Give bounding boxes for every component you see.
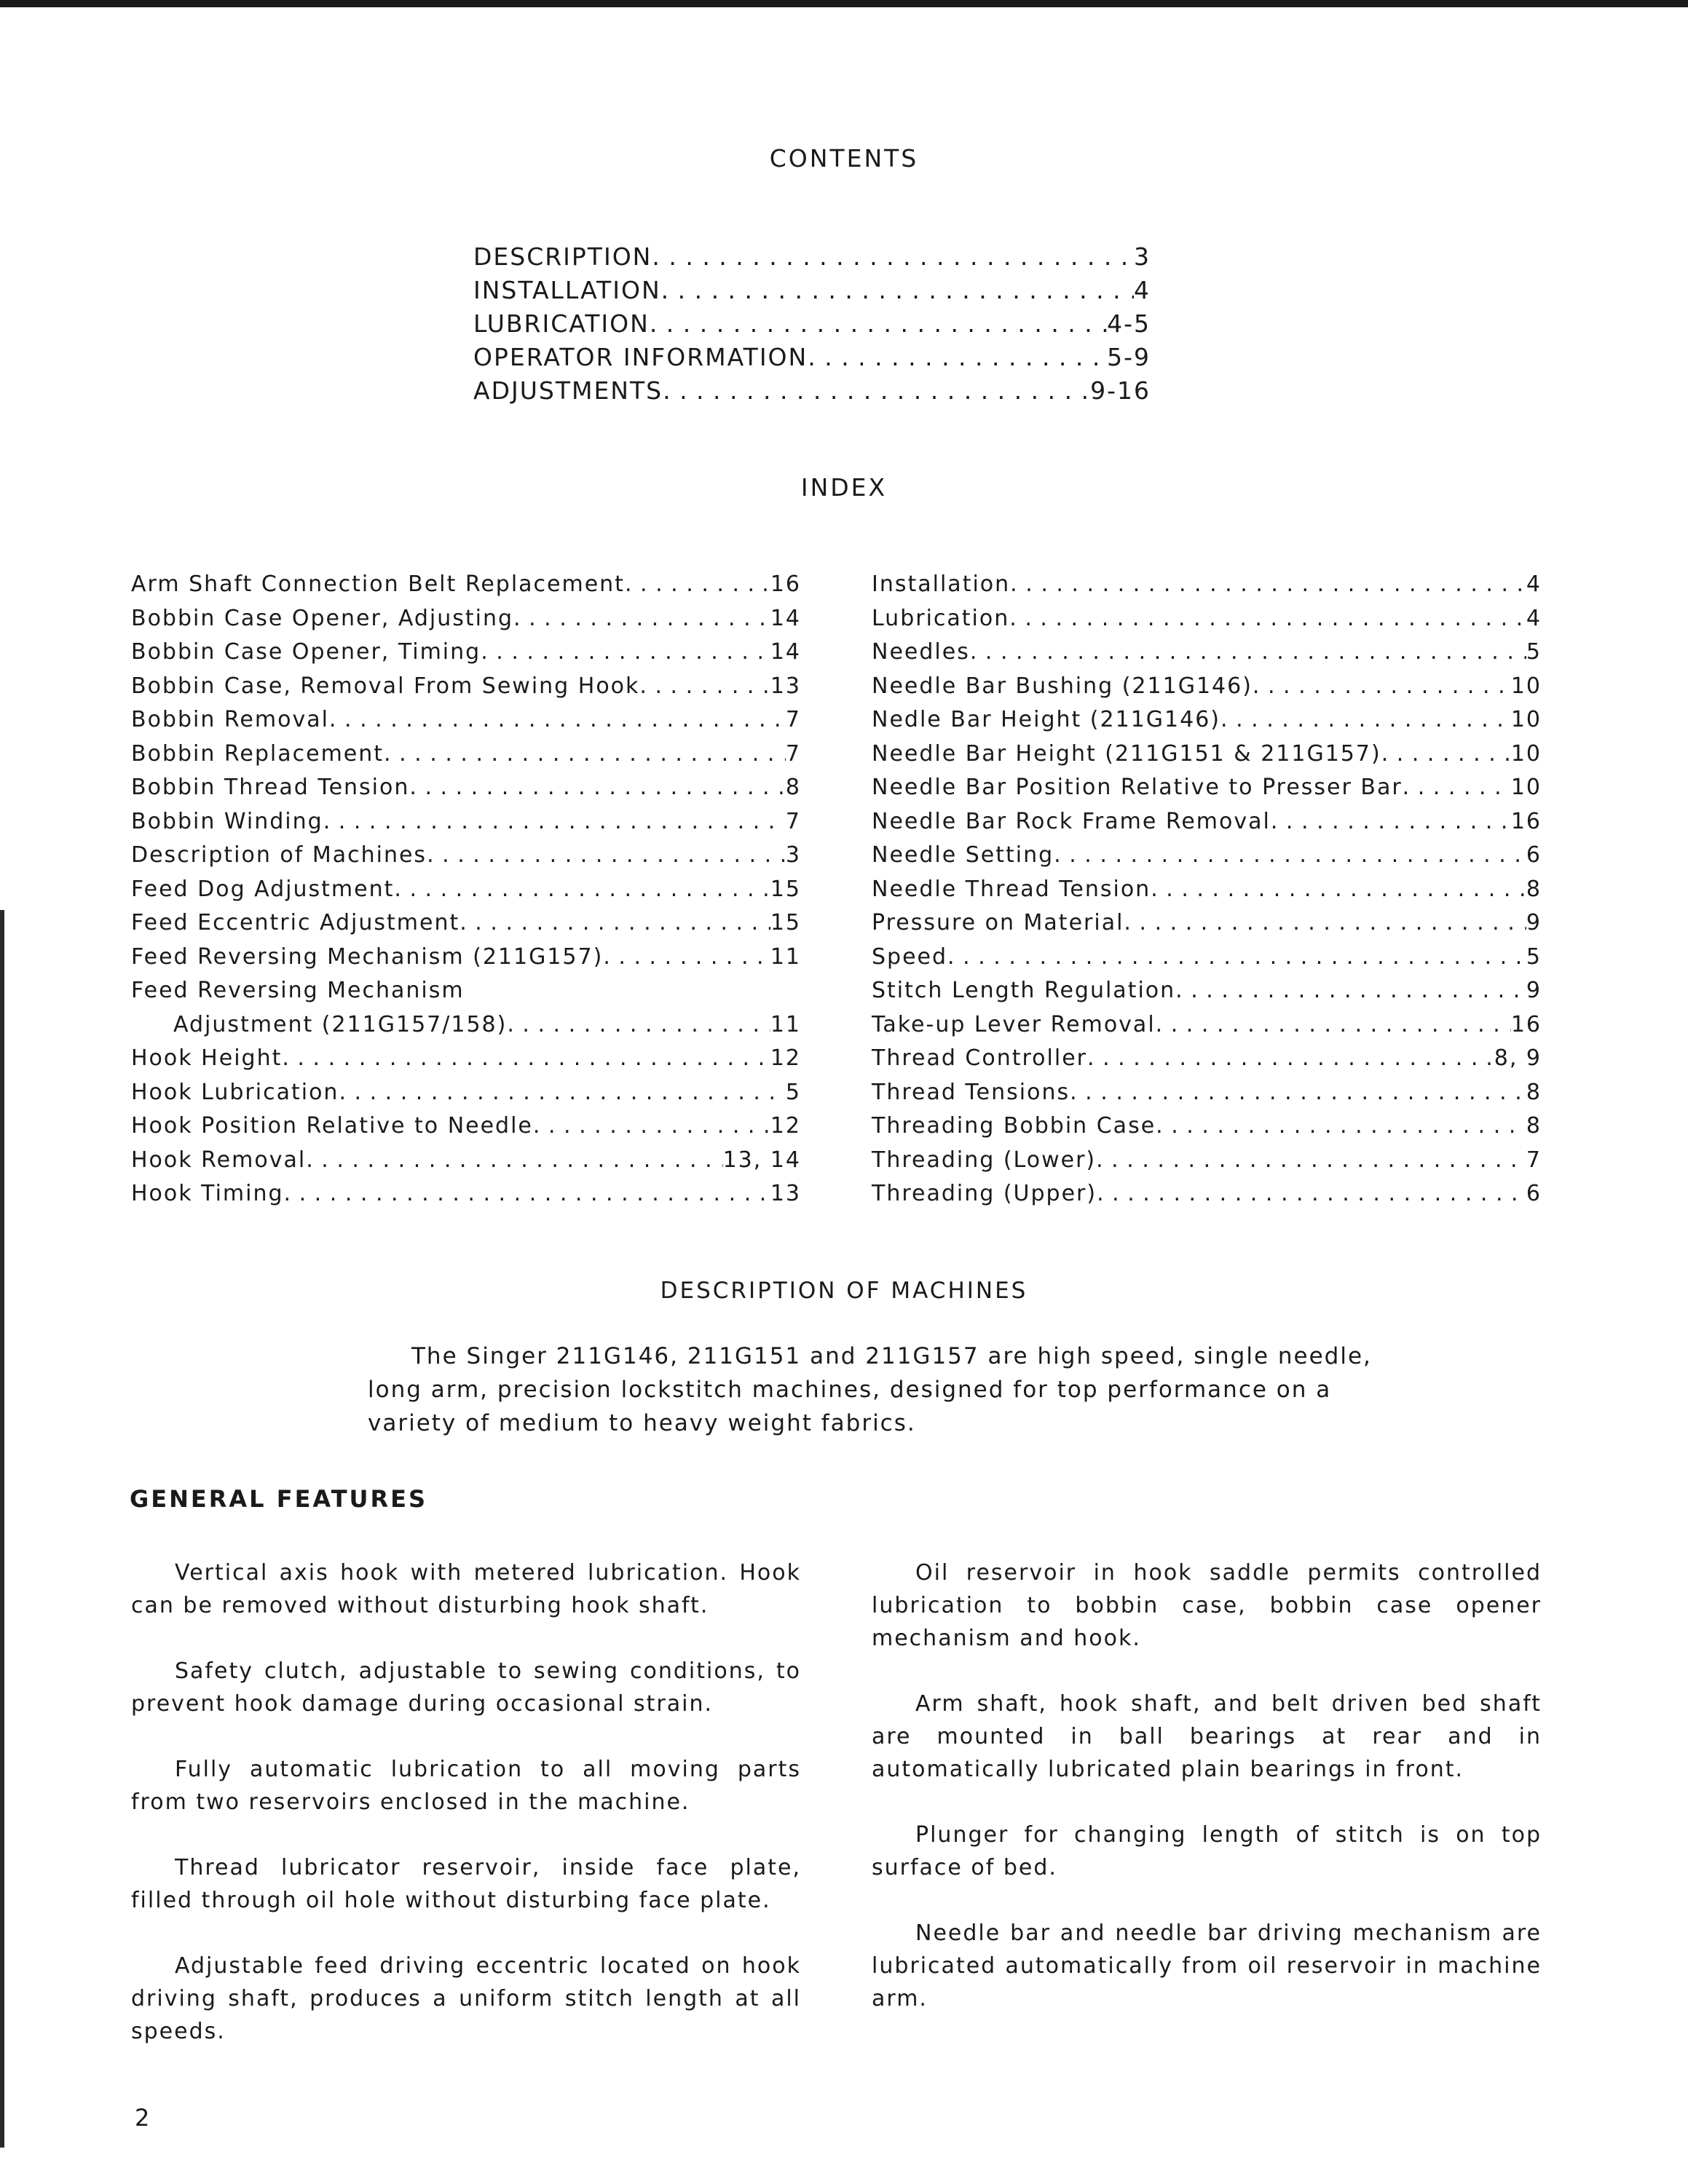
feature-paragraph: Adjustable feed driving eccentric located on hook driving shaft, produces a uniform stitch length at all speeds. — [131, 1953, 801, 2044]
leader-dots — [625, 568, 762, 602]
entry-label: Needle Bar Bushing (211G146) — [872, 673, 1253, 699]
entry-page: 3 — [1134, 242, 1151, 271]
entry-label: INSTALLATION — [473, 276, 661, 304]
leader-dots — [409, 771, 786, 805]
contents-heading: CONTENTS — [769, 144, 919, 173]
entry-page: 11 — [770, 943, 801, 970]
entry-label: Needle Bar Height (211G151 & 211G157) — [872, 740, 1381, 767]
entry-label: Nedle Bar Height (211G146) — [872, 707, 1220, 732]
leader-dots — [808, 341, 1107, 374]
feature-paragraph: Oil reservoir in hook saddle permits controlled lubrication to bobbin case, bobbin case opener mechanism and hook. — [872, 1560, 1542, 1651]
entry-page: 13 — [770, 673, 801, 699]
leader-dots — [323, 805, 786, 839]
entry-label: Hook Height — [131, 1045, 283, 1071]
index-entry — [131, 839, 801, 873]
leader-dots — [947, 941, 1526, 975]
entry-label: Description of Machines — [131, 842, 427, 868]
index-entry — [872, 703, 1542, 737]
leader-dots — [1087, 1042, 1486, 1076]
entry-page: 7 — [1526, 1147, 1542, 1173]
index-entry — [872, 873, 1542, 907]
entry-label: Hook Lubrication — [131, 1079, 339, 1105]
leader-dots — [1253, 670, 1511, 704]
leader-dots — [513, 602, 770, 636]
scan-left-edge — [0, 910, 4, 2148]
leader-dots — [1009, 602, 1526, 636]
entry-page: 10 — [1510, 740, 1542, 767]
entry-page: 9 — [1526, 910, 1542, 935]
leader-dots — [603, 941, 770, 975]
leader-dots — [284, 1177, 770, 1211]
leader-dots — [481, 636, 770, 670]
entry-page: 4 — [1526, 605, 1542, 631]
index-entry — [872, 670, 1542, 704]
entry-label: Feed Eccentric Adjustment — [131, 910, 460, 935]
leader-dots — [652, 240, 1134, 274]
entry-page: .8, 9 — [1486, 1045, 1542, 1071]
leader-dots — [663, 374, 1081, 408]
index-entry — [131, 1144, 801, 1178]
leader-dots — [1220, 703, 1511, 737]
index-entry — [872, 771, 1542, 805]
leader-dots — [1403, 771, 1511, 805]
entry-label: Bobbin Case Opener, Timing — [131, 639, 481, 665]
leader-dots — [970, 636, 1526, 670]
index-entry — [872, 1144, 1542, 1178]
leader-dots — [1381, 737, 1511, 772]
entry-page: 10 — [1510, 707, 1542, 732]
index-entry — [872, 602, 1542, 636]
entry-page: 5-9 — [1107, 343, 1151, 371]
entry-label: DESCRIPTION — [473, 242, 652, 271]
entry-label: Thread Tensions — [872, 1079, 1070, 1105]
leader-dots — [1124, 906, 1526, 941]
index-entry — [872, 839, 1542, 873]
index-entry — [131, 974, 801, 1008]
entry-page: 6 — [1526, 1181, 1542, 1206]
entry-page: 4 — [1134, 276, 1151, 304]
index-entry — [872, 568, 1542, 602]
entry-label: Needle Thread Tension — [872, 876, 1151, 902]
index-entry — [872, 1109, 1542, 1144]
entry-label: Bobbin Case, Removal From Sewing Hook — [131, 673, 640, 699]
index-entry — [131, 941, 801, 975]
entry-label: Thread Controller — [872, 1045, 1088, 1071]
entry-page: 8 — [1526, 1079, 1542, 1105]
entry-page: 15 — [770, 910, 801, 935]
entry-page: 16 — [1510, 808, 1542, 834]
leader-dots — [427, 839, 786, 873]
leader-dots — [282, 1042, 770, 1076]
scan-top-edge — [0, 0, 1688, 7]
entry-page: 5 — [785, 1079, 801, 1105]
entry-label: ADJUSTMENTS — [473, 376, 663, 405]
index-heading: INDEX — [800, 473, 888, 502]
leader-dots — [394, 873, 770, 907]
index-entry — [131, 737, 801, 772]
leader-dots — [1156, 1109, 1526, 1144]
entry-page: 7 — [785, 740, 801, 767]
entry-label: Hook Removal — [131, 1147, 307, 1173]
leader-dots — [1054, 839, 1526, 873]
entry-label: Needle Bar Rock Frame Removal — [872, 808, 1271, 834]
index-entry — [131, 568, 801, 602]
entry-label: Stitch Length Regulation — [872, 978, 1176, 1003]
entry-page: 8 — [1526, 876, 1542, 902]
leader-dots — [306, 1144, 722, 1178]
features-right-column — [872, 1556, 1542, 2048]
leader-dots — [460, 906, 770, 941]
index-entry — [131, 670, 801, 704]
index-entry — [872, 636, 1542, 670]
entry-label: OPERATOR INFORMATION — [473, 343, 808, 371]
index-entry — [131, 1177, 801, 1211]
contents-entry — [473, 274, 1151, 307]
entry-label: Needle Setting — [872, 842, 1054, 868]
leader-dots — [384, 737, 786, 772]
feature-paragraph: Safety clutch, adjustable to sewing conditions, to prevent hook damage during occasional strain. — [131, 1658, 801, 1717]
index-entry — [131, 703, 801, 737]
index-entry — [872, 906, 1542, 941]
index-entry — [872, 974, 1542, 1008]
features-left-column — [131, 1556, 801, 2081]
leader-dots — [329, 703, 786, 737]
leader-dots — [339, 1076, 785, 1110]
entry-page: 12 — [770, 1045, 801, 1071]
entry-page: 10 — [1510, 775, 1542, 800]
entry-page: 15 — [770, 876, 801, 902]
index-entry — [131, 602, 801, 636]
entry-label: Needles — [872, 639, 970, 665]
entry-page: .9-16 — [1081, 376, 1151, 405]
entry-page: 7 — [785, 707, 801, 732]
index-left-column — [131, 568, 801, 1211]
entry-label: Hook Timing — [131, 1181, 284, 1206]
entry-page: 9 — [1526, 978, 1542, 1003]
description-heading: DESCRIPTION OF MACHINES — [660, 1278, 1028, 1304]
entry-page: 11 — [770, 1011, 801, 1037]
entry-label: Needle Bar Position Relative to Presser Bar — [872, 775, 1403, 800]
entry-label: Arm Shaft Connection Belt Replacement — [131, 571, 625, 597]
entry-label: Bobbin Thread Tension — [131, 775, 410, 800]
index-entry — [131, 805, 801, 839]
feature-paragraph: Fully automatic lubrication to all moving parts from two reservoirs enclosed in the machine. — [131, 1757, 801, 1815]
entry-page: 12 — [770, 1113, 801, 1139]
leader-dots — [1175, 974, 1526, 1008]
entry-label: Hook Position Relative to Needle — [131, 1113, 533, 1139]
entry-page: 8 — [1526, 1113, 1542, 1139]
entry-label: Take-up Lever Removal — [872, 1011, 1156, 1037]
index-entry — [872, 1042, 1542, 1076]
feature-paragraph: Arm shaft, hook shaft, and belt driven bed shaft are mounted in ball bearings at rear and in automatically lubricated plain bearings in front. — [872, 1691, 1542, 1782]
leader-dots — [507, 1008, 770, 1042]
leader-dots — [639, 670, 770, 704]
entry-label: Installation — [872, 571, 1011, 597]
leader-dots — [1156, 1008, 1511, 1042]
entry-page: .16 — [762, 571, 801, 597]
index-entry — [131, 636, 801, 670]
entry-label: Bobbin Winding — [131, 808, 323, 834]
feature-paragraph: Needle bar and needle bar driving mechanism are lubricated automatically from oil reservoir in machine arm. — [872, 1920, 1542, 2011]
leader-dots — [1097, 1177, 1526, 1211]
index-entry — [131, 906, 801, 941]
feature-paragraph: Plunger for changing length of stitch is on top surface of bed. — [872, 1822, 1542, 1880]
entry-page: 13 — [770, 1181, 801, 1206]
index-entry — [131, 1076, 801, 1110]
description-paragraph — [368, 1340, 1387, 1440]
leader-dots — [650, 307, 1107, 341]
entry-label: Feed Dog Adjustment — [131, 876, 395, 902]
entry-label: Feed Reversing Mechanism (211G157) — [131, 943, 604, 970]
feature-paragraph: Thread lubricator reservoir, inside face plate, filled through oil hole without disturbing face plate. — [131, 1855, 801, 1913]
entry-page: 14 — [770, 639, 801, 665]
leader-dots — [1271, 805, 1511, 839]
entry-label: Threading Bobbin Case — [872, 1113, 1156, 1139]
entry-page: 14 — [770, 605, 801, 631]
entry-label: Adjustment (211G157/158) — [173, 1011, 508, 1037]
index-entry — [131, 1109, 801, 1144]
entry-page: 5 — [1526, 943, 1542, 970]
entry-page: 4 — [1526, 571, 1542, 597]
index-entry — [872, 1177, 1542, 1211]
entry-page: 6 — [1526, 842, 1542, 868]
entry-page: 5 — [1526, 639, 1542, 665]
entry-page: 10 — [1510, 673, 1542, 699]
leader-dots — [661, 274, 1134, 307]
entry-page: 8 — [785, 775, 801, 800]
entry-page: 7 — [785, 808, 801, 834]
contents-entry — [473, 307, 1151, 341]
contents-list — [473, 240, 1151, 408]
index-entry — [872, 1008, 1542, 1042]
entry-page: 16 — [1510, 1011, 1542, 1037]
leader-dots — [1070, 1076, 1526, 1110]
entry-label: Bobbin Replacement — [131, 740, 384, 767]
contents-entry — [473, 341, 1151, 374]
entry-label: Bobbin Case Opener, Adjusting — [131, 605, 514, 631]
entry-page: 13, 14 — [722, 1147, 801, 1173]
index-right-column — [872, 568, 1542, 1211]
entry-label: Threading (Lower) — [872, 1147, 1097, 1173]
index-entry — [872, 941, 1542, 975]
leader-dots — [533, 1109, 770, 1144]
feature-paragraph: Vertical axis hook with metered lubrication. Hook can be removed without disturbing hook shaft. — [131, 1560, 801, 1618]
contents-entry — [473, 374, 1151, 408]
index-entry — [872, 1076, 1542, 1110]
entry-label: Bobbin Removal — [131, 707, 329, 732]
index-entry — [872, 805, 1542, 839]
index-entry — [131, 1042, 801, 1076]
index-entry — [131, 1008, 801, 1042]
contents-entry — [473, 240, 1151, 274]
entry-page: 3 — [785, 842, 801, 868]
description-text: The Singer 211G146, 211G151 and 211G157 are high speed, single needle, long arm, precision lockstitch machines, designed for top performance on a variety of medium to heavy weight fabrics. — [368, 1343, 1372, 1436]
index-entry — [872, 737, 1542, 772]
entry-label: LUBRICATION — [473, 309, 650, 338]
leader-dots — [1096, 1144, 1526, 1178]
general-features-heading: GENERAL FEATURES — [130, 1485, 428, 1513]
entry-label: Pressure on Material — [872, 910, 1124, 935]
leader-dots — [1151, 873, 1526, 907]
index-entry — [131, 873, 801, 907]
index-entry — [131, 771, 801, 805]
page-number: 2 — [135, 2104, 151, 2132]
leader-dots — [1010, 568, 1526, 602]
entry-label: Speed — [872, 943, 948, 970]
entry-label: Feed Reversing Mechanism — [131, 978, 465, 1003]
entry-page: 4-5 — [1107, 309, 1151, 338]
entry-label: Threading (Upper) — [872, 1181, 1097, 1206]
entry-label: Lubrication — [872, 605, 1010, 631]
